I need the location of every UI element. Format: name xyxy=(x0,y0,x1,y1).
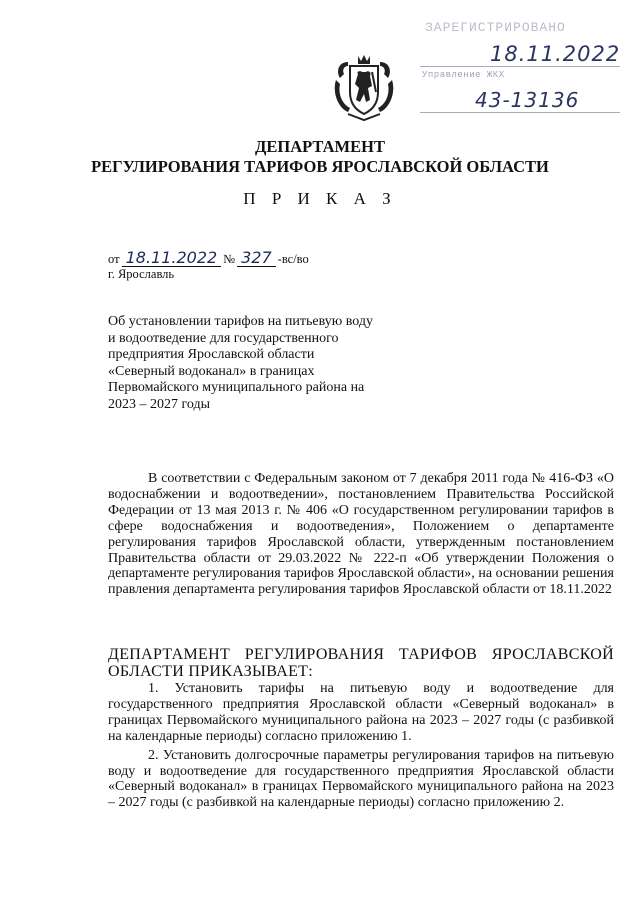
from-label: от xyxy=(108,252,120,266)
preamble-paragraph: В соответствии с Федеральным законом от 7 декабря 2011 года № 416-ФЗ «О водоснабжении и водоотведении», постановлением Правительства Российской Федерации от 13 мая 2013 г. № 406 «О государственном регулировании тарифов в сфере водоснабжения и водоотведения», Положением о департаменте регулирования тарифов Ярославской области, утвержденным постановлением Правительства области от 29.03.2022 № 222-п «Об утверждении Положения о департаменте регулирования тарифов Ярославской области», на основании решения правления департамента регулирования тарифов Ярославской области от 18.11.2022 xyxy=(108,471,614,598)
coat-of-arms-icon xyxy=(328,52,400,124)
registration-department: Управление ЖКХ xyxy=(422,70,505,80)
registration-number: 43-13136 xyxy=(475,88,580,112)
registration-stamp-header: ЗАРЕГИСТРИРОВАНО xyxy=(425,20,566,35)
stamp-underline xyxy=(420,66,620,67)
order-item-2: 2. Установить долгосрочные параметры регулирования тарифов на питьевую воду и водоотведение для государственного предприятия Ярославской области «Северный водоканал» в границах Первомайского муниципального района на 2023 – 2027 годы (с разбивкой на календарные периоды) согласно приложению 2. xyxy=(108,747,614,811)
order-date: 18.11.2022 xyxy=(122,250,222,267)
number-suffix: -вс/во xyxy=(277,252,309,266)
order-date-number xyxy=(108,250,309,267)
city: г. Ярославль xyxy=(108,267,175,281)
order-subject: Об установлении тарифов на питьевую воду и водоотведение для государственного предприятия Ярославской области «Северный водоканал» в границах Первомайского муниципального района на 2023 – 2027 годы xyxy=(108,314,373,412)
order-items xyxy=(108,681,614,814)
department-title-line2: РЕГУЛИРОВАНИЯ ТАРИФОВ ЯРОСЛАВСКОЙ ОБЛАСТИ xyxy=(91,157,549,176)
stamp-underline xyxy=(420,112,620,113)
department-title-line1: ДЕПАРТАМЕНТ xyxy=(255,137,385,156)
document-type: П Р И К А З xyxy=(243,189,397,208)
order-number: 327 xyxy=(237,250,276,267)
number-label: № xyxy=(223,252,236,266)
registration-date: 18.11.2022 xyxy=(490,42,621,66)
order-phrase: ДЕПАРТАМЕНТ РЕГУЛИРОВАНИЯ ТАРИФОВ ЯРОСЛАВСКОЙ ОБЛАСТИ ПРИКАЗЫВАЕТ: xyxy=(108,646,614,680)
order-item-1: 1. Установить тарифы на питьевую воду и водоотведение для государственного предприятия Ярославской области «Северный водоканал» в границах Первомайского муниципального района на 2023 – 2027 годы (с разбивкой на календарные периоды) согласно приложению 1. xyxy=(108,681,614,744)
